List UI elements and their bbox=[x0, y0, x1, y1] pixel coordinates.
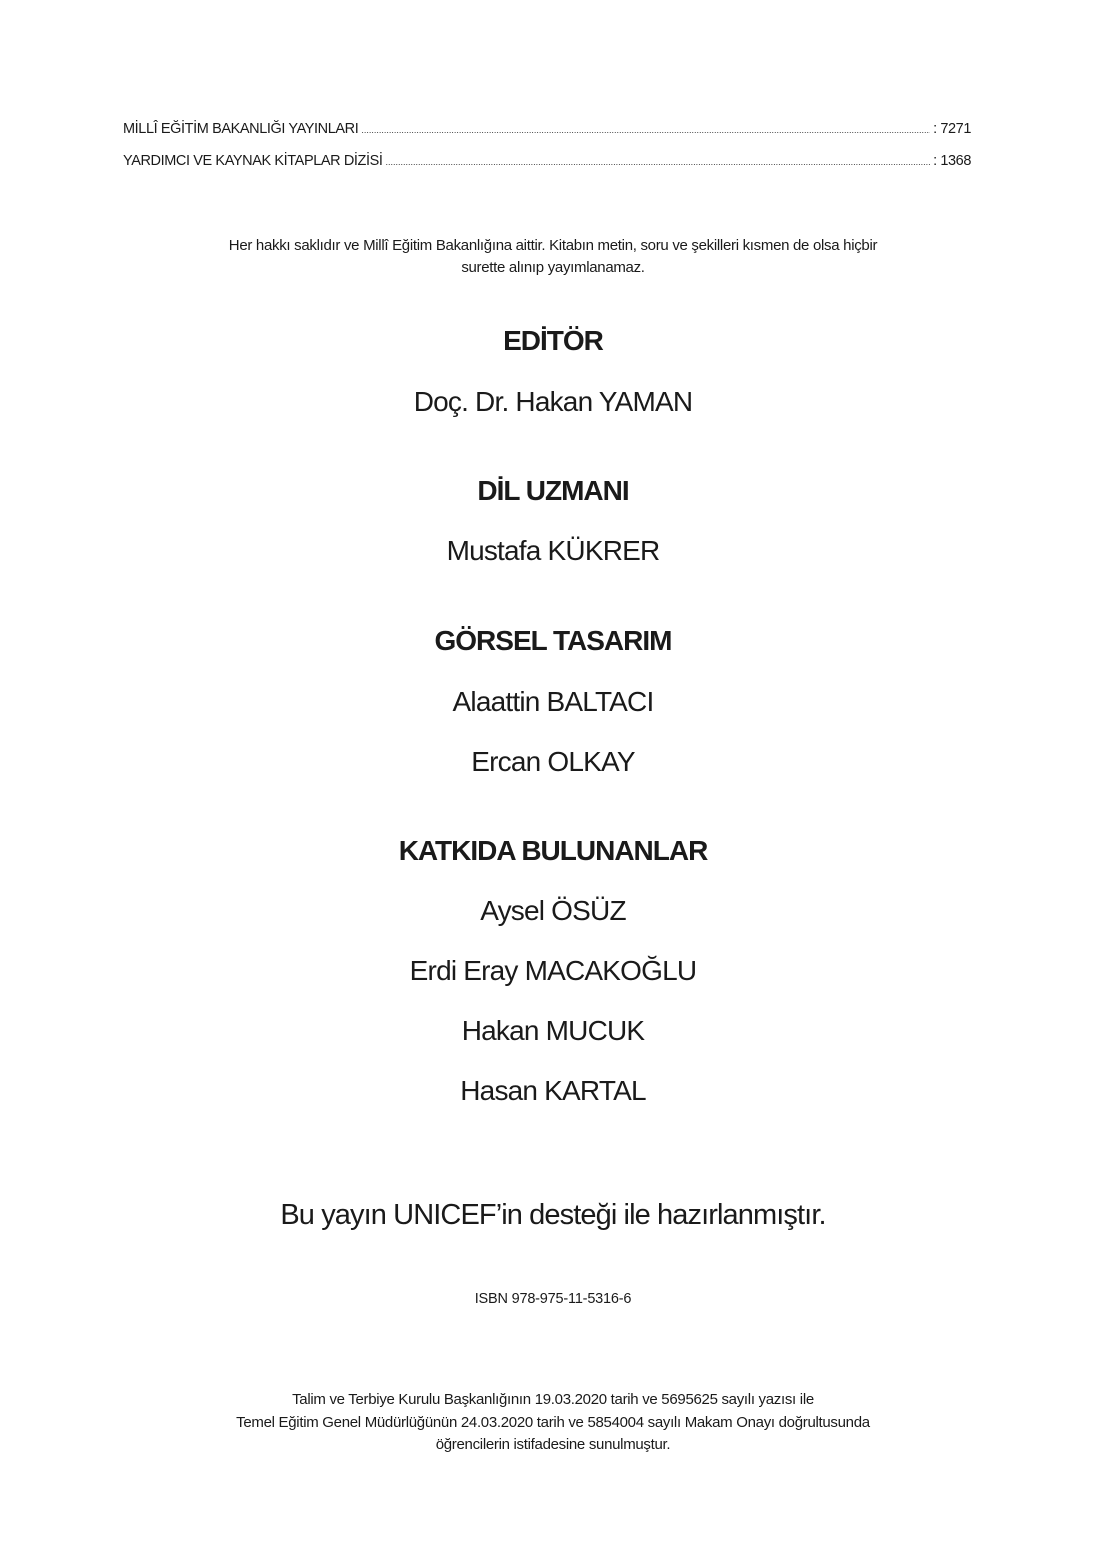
copyright-line: Her hakkı saklıdır ve Millî Eğitim Bakanlığına aittir. Kitabın metin, soru ve şekilleri kısmen de olsa hiçbir bbox=[228, 237, 878, 254]
copyright-line: surette alınıp yayımlanamaz. bbox=[461, 259, 645, 276]
contributor-name: Hakan MUCUK bbox=[461, 1015, 645, 1046]
copyright-notice bbox=[0, 235, 1106, 279]
contributor-name: Hasan KARTAL bbox=[460, 1075, 646, 1106]
approval-line: öğrencilerin istifadesine sunulmuştur. bbox=[435, 1436, 671, 1453]
series-line-auxiliary-books bbox=[123, 153, 971, 169]
editor-name: Doç. Dr. Hakan YAMAN bbox=[413, 386, 693, 417]
language-expert-heading: DİL UZMANI bbox=[477, 475, 629, 506]
isbn: ISBN 978-975-11-5316-6 bbox=[474, 1291, 632, 1307]
series-label: YARDIMCI VE KAYNAK KİTAPLAR DİZİSİ bbox=[123, 153, 383, 169]
contributors-heading: KATKIDA BULUNANLAR bbox=[398, 835, 708, 866]
series-line-publications bbox=[123, 121, 971, 137]
unicef-support-note: Bu yayın UNICEF’in desteği ile hazırlanmıştır. bbox=[280, 1199, 826, 1231]
designer-name: Alaattin BALTACI bbox=[452, 686, 654, 717]
contributor-name: Aysel ÖSÜZ bbox=[480, 895, 626, 926]
approval-line: Talim ve Terbiye Kurulu Başkanlığının 19.03.2020 tarih ve 5695625 sayılı yazısı ile bbox=[292, 1391, 814, 1408]
leader-dots bbox=[386, 157, 931, 167]
approval-notice bbox=[0, 1389, 1106, 1457]
leader-dots bbox=[361, 125, 930, 135]
approval-line: Temel Eğitim Genel Müdürlüğünün 24.03.2020 tarih ve 5854004 sayılı Makam Onayı doğrultusunda bbox=[236, 1413, 870, 1431]
language-expert-name: Mustafa KÜKRER bbox=[446, 535, 660, 566]
designer-name: Ercan OLKAY bbox=[471, 746, 635, 777]
series-number: : 1368 bbox=[933, 153, 971, 169]
visual-design-heading: GÖRSEL TASARIM bbox=[434, 625, 672, 656]
editor-heading: EDİTÖR bbox=[503, 325, 603, 356]
series-label: MİLLÎ EĞİTİM BAKANLIĞI YAYINLARI bbox=[123, 121, 359, 137]
contributor-name: Erdi Eray MACAKOĞLU bbox=[409, 955, 697, 986]
series-number: : 7271 bbox=[933, 121, 971, 137]
